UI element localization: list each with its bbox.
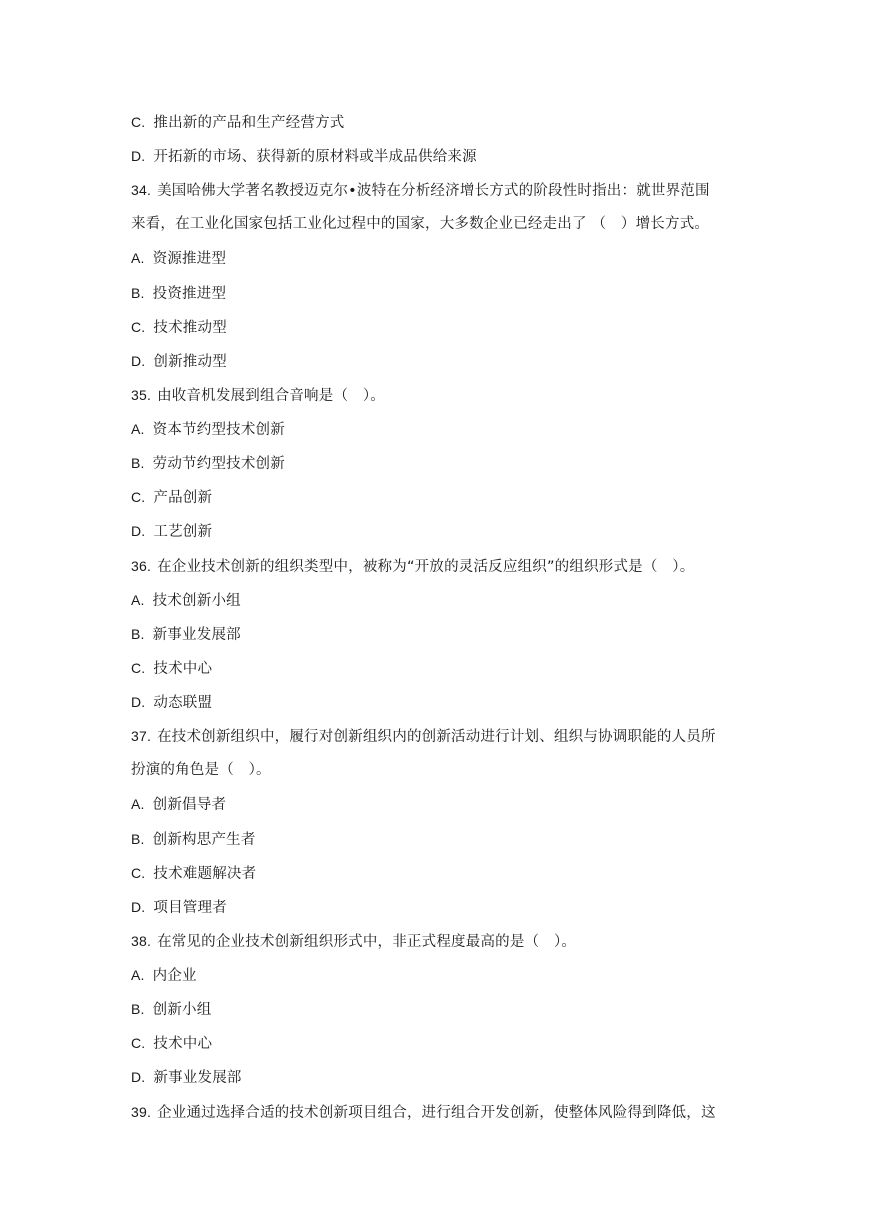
option-text: 投资推进型 [152,286,227,302]
option-text: 新事业发展部 [153,1070,242,1086]
question-text: 扮演的角色是（ ）。 [131,762,271,778]
option-line [131,1067,242,1088]
question-number: 36. [131,558,152,574]
option-label: A. [131,421,145,437]
question-number: 39. [131,1104,152,1120]
question-line [131,556,694,577]
option-line [131,317,227,338]
option-text: 技术推动型 [153,320,227,336]
option-text: 新事业发展部 [152,627,241,643]
option-label: B. [131,455,145,471]
question-text: 在技术创新组织中，履行对创新组织内的创新活动进行计划、组织与协调职能的人员所 [157,729,716,745]
option-text: 资源推进型 [152,251,227,267]
question-line [131,726,716,747]
option-text: 项目管理者 [153,900,227,916]
option-text: 工艺创新 [153,524,213,540]
option-label: D. [131,353,146,369]
option-line [131,351,227,372]
option-label: A. [131,250,145,266]
option-line [131,283,226,304]
option-line [131,624,241,645]
option-line [131,146,477,167]
option-label: A. [131,796,145,812]
option-line [131,521,212,542]
option-line [131,999,211,1020]
option-line [131,112,345,133]
option-line [131,248,226,269]
option-line [131,829,256,850]
question-text: 来看，在工业化国家包括工业化过程中的国家，大多数企业已经走出了 （ ）增长方式。 [131,216,710,232]
option-label: D. [131,523,146,539]
question-text: 企业通过选择合适的技术创新项目组合，进行组合开发创新，使整体风险得到降低，这 [157,1105,716,1121]
option-text: 技术创新小组 [152,593,241,609]
option-label: C. [131,865,146,881]
option-label: D. [131,899,146,915]
option-text: 推出新的产品和生产经营方式 [153,115,345,131]
question-line [131,180,710,201]
question-number: 35. [131,387,152,403]
option-label: D. [131,148,146,164]
option-text: 创新构思产生者 [152,832,256,848]
option-text: 产品创新 [153,490,213,506]
option-line [131,692,212,713]
option-label: C. [131,660,146,676]
option-label: B. [131,626,145,642]
option-line [131,658,212,679]
option-text: 资本节约型技术创新 [152,422,285,438]
option-text: 技术难题解决者 [153,866,257,882]
question-number: 38. [131,933,152,949]
option-label: B. [131,285,145,301]
option-line [131,897,227,918]
option-label: B. [131,831,145,847]
option-line [131,794,226,815]
option-label: D. [131,1069,146,1085]
option-text: 创新推动型 [153,354,227,370]
question-text: 由收音机发展到组合音响是（ ）。 [157,388,386,404]
option-text: 创新小组 [152,1002,212,1018]
option-label: A. [131,967,145,983]
option-text: 动态联盟 [153,695,213,711]
question-continuation [131,760,271,780]
option-label: B. [131,1001,145,1017]
option-line [131,1033,212,1054]
option-label: A. [131,592,145,608]
option-label: C. [131,114,146,130]
option-text: 开拓新的市场、获得新的原材料或半成品供给来源 [153,149,477,165]
option-text: 技术中心 [153,661,213,677]
option-label: C. [131,1035,146,1051]
question-continuation [131,214,709,234]
question-number: 37. [131,728,152,744]
option-text: 创新倡导者 [152,797,227,813]
option-line [131,453,285,474]
question-text: 在企业技术创新的组织类型中，被称为“开放的灵活反应组织”的组织形式是（ ）。 [157,559,695,575]
option-line [131,487,212,508]
question-number: 34. [131,182,152,198]
option-label: C. [131,319,146,335]
option-text: 内企业 [152,968,197,984]
option-line [131,863,256,884]
option-text: 劳动节约型技术创新 [152,456,285,472]
option-label: C. [131,489,146,505]
question-line [131,931,576,952]
option-label: D. [131,694,146,710]
option-line [131,590,241,611]
question-text: 在常见的企业技术创新组织形式中，非正式程度最高的是（ ）。 [157,934,577,950]
option-text: 技术中心 [153,1036,213,1052]
question-text: 美国哈佛大学著名教授迈克尔•波特在分析经济增长方式的阶段性时指出：就世界范围 [157,183,710,199]
option-line [131,965,197,986]
question-line [131,1102,716,1123]
question-line [131,385,385,406]
option-line [131,419,285,440]
